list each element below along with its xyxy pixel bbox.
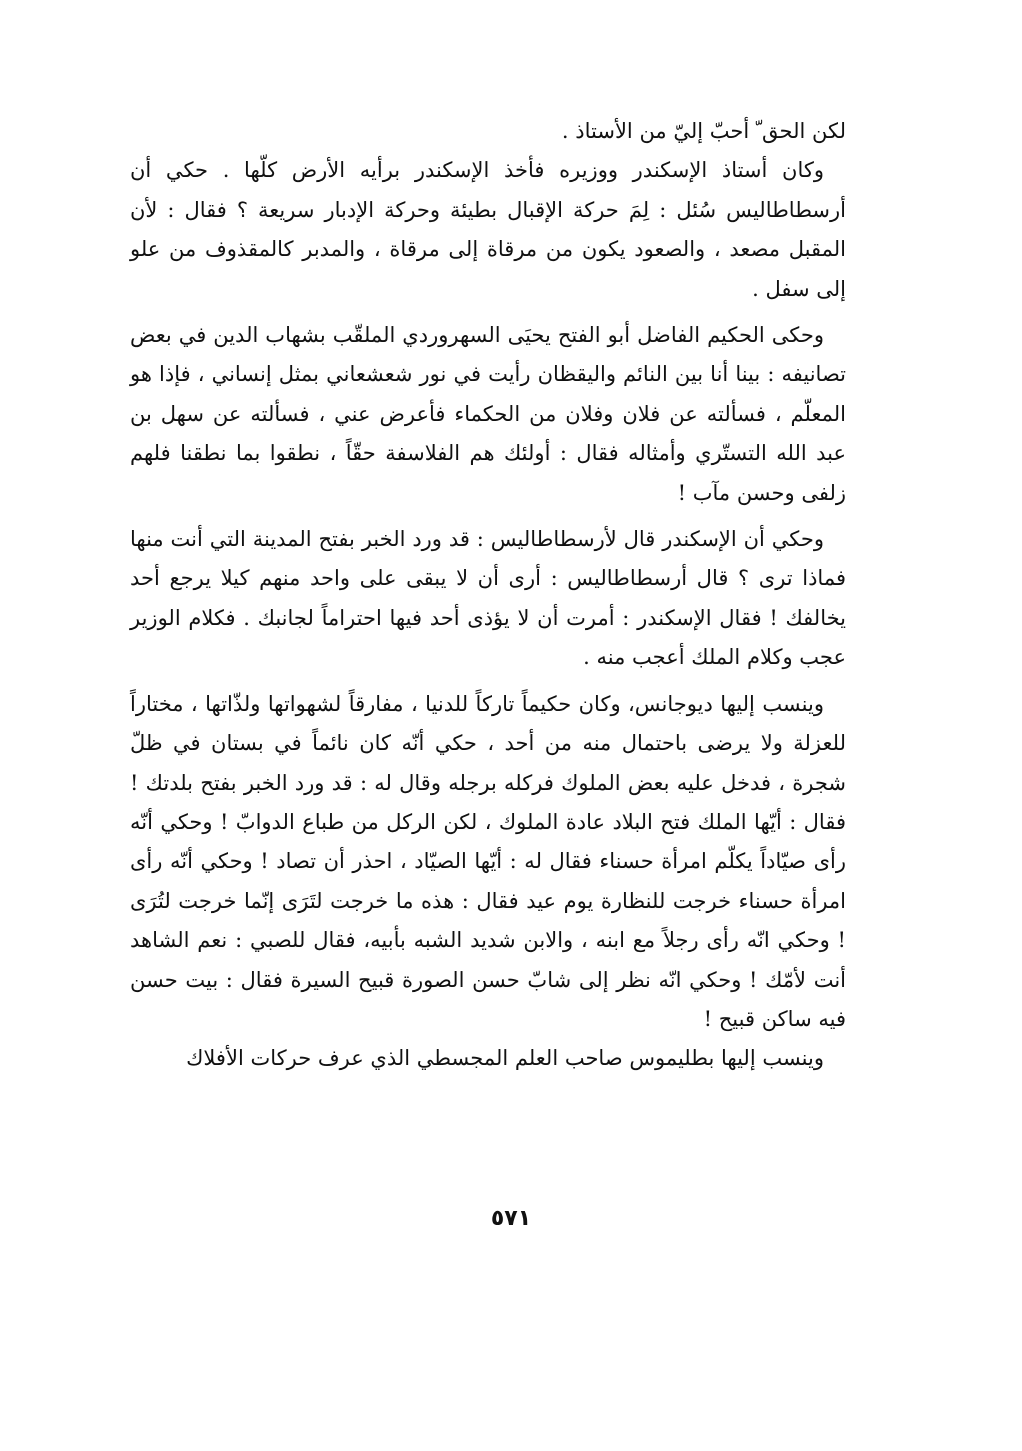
paragraph-5: وينسب إليها ديوجانس، وكان حكيماً تاركاً للدنيا ، مفارقاً لشهواتها ولذّاتها ، مختاراً للعزلة ولا يرضى باحتمال منه من أحد ، حكي أنّه كان نائماً في بستان في ظلّ شجرة ، فدخل عليه بعض الملوك فركله برجله وقال له : قد ورد الخبر بفتح بلدتك ! فقال : أيّها الملك فتح البلاد عادة الملوك ، لكن الركل من طباع الدوابّ ! وحكي أنّه رأى صيّاداً يكلّم امرأة حسناء فقال له : أيّها الصيّاد ، احذر أن تصاد ! وحكي أنّه رأى امرأة حسناء خرجت للنظارة يوم عيد فقال : هذه ما خرجت لتَرَى إنّما خرجت لتُرَى ! وحكي انّه رأى رجلاً مع ابنه ، والابن شديد الشبه بأبيه، فقال للصبي : نعم الشاهد أنت لأمّك ! وحكي انّه نظر إلى شابّ حسن الصورة قبيح السيرة فقال : بيت حسن فيه ساكن قبيح ! — [130, 691, 846, 1031]
paragraph-1: لكن الحق ّ أحبّ إليّ من الأستاذ . — [561, 119, 846, 143]
paragraph-6: وينسب إليها بطليموس صاحب العلم المجسطي الذي عرف حركات الأفلاك — [186, 1046, 824, 1071]
body-text — [130, 112, 846, 1079]
paragraph-4: وحكي أن الإسكندر قال لأرسطاطاليس : قد ورد الخبر بفتح المدينة التي أنت منها فماذا ترى ؟ قال أرسطاطاليس : أرى أن لا يبقى على واحد منهم كيلا يرجع أحد يخالفك ! فقال الإسكندر : أمرت أن لا يؤذى أحد فيها احتراماً لجانبك . فكلام الوزير عجب وكلام الملك أعجب منه . — [130, 527, 846, 670]
page-number: ٥٧١ — [490, 1206, 532, 1231]
paragraph-3: وحكى الحكيم الفاضل أبو الفتح يحيَى السهروردي الملقّب بشهاب الدين في بعض تصانيفه : بينا أنا بين النائم واليقظان رأيت في نور شعشعاني بمثل إنساني ، فإذا هو المعلّم ، فسألته عن فلان وفلان من الحكماء فأعرض عني ، فسألته عن سهل بن عبد الله التستّري وأمثاله فقال : أولئك هم الفلاسفة حقّاً ، نطقوا بما نطقنا فلهم زلفى وحسن مآب ! — [130, 323, 846, 505]
paragraph-2: وكان أستاذ الإسكندر ووزيره فأخذ الإسكندر برأيه الأرض كلّها . حكي أن أرسطاطاليس سُئل : لِمَ حركة الإقبال بطيئة وحركة الإدبار سريعة ؟ فقال : لأن المقبل مصعد ، والصعود يكون من مرقاة إلى مرقاة ، والمدبر كالمقذوف من علو إلى سفل . — [130, 158, 846, 301]
